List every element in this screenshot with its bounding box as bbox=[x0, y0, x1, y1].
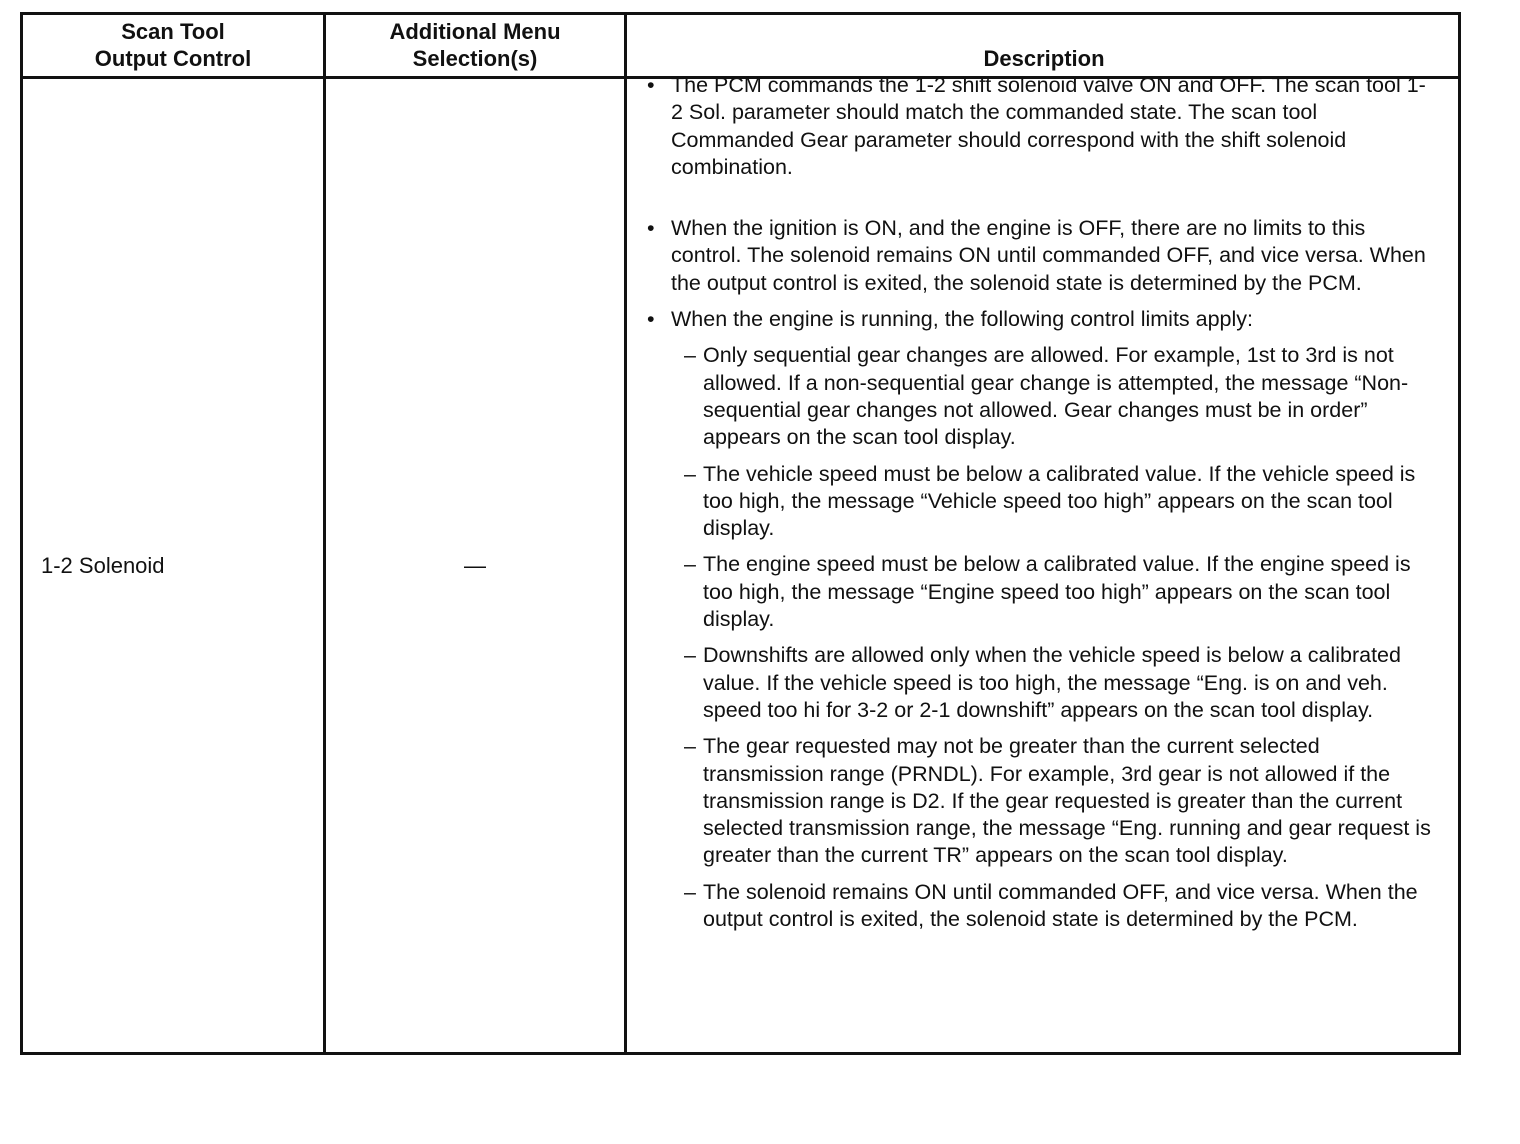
column-divider-1 bbox=[323, 15, 326, 1052]
description-cell bbox=[646, 72, 1436, 942]
header-col3-label: Description bbox=[983, 46, 1105, 71]
description-bullet: • When the ignition is ON, and the engine is OFF, there are no limits to this control. The solenoid remains ON until commanded OFF, and vice versa. When the output control is exited, the solenoid state is determined by the PCM. bbox=[646, 215, 1436, 297]
menu-selection-cell: — bbox=[464, 553, 486, 578]
control-limit-item: – The solenoid remains ON until commanded OFF, and vice versa. When the output control is exited, the solenoid state is determined by the PCM. bbox=[646, 879, 1436, 934]
header-scan-tool-output-control bbox=[23, 15, 323, 76]
header-description bbox=[627, 15, 1461, 76]
control-limit-item: – Downshifts are allowed only when the vehicle speed is below a calibrated value. If the vehicle speed is too high, the message “Eng. is on and veh. speed too hi for 3-2 or 2-1 downshift” appears on the scan tool display. bbox=[646, 642, 1436, 724]
header-col1-line1: Scan Tool bbox=[121, 19, 225, 44]
control-limit-item: – The vehicle speed must be below a calibrated value. If the vehicle speed is too high, the message “Vehicle speed too high” appears on the scan tool display. bbox=[646, 461, 1436, 543]
control-limit-item: – Only sequential gear changes are allowed. For example, 1st to 3rd is not allowed. If a non-sequential gear change is attempted, the message “Non-sequential gear changes not allowed. Gear changes must be in order” appears on the scan tool display. bbox=[646, 342, 1436, 451]
column-divider-2 bbox=[624, 15, 627, 1052]
control-limit-item: – The gear requested may not be greater than the current selected transmission range (PRNDL). For example, 3rd gear is not allowed if the transmission range is D2. If the gear requested is greater than the current selected transmission range, the message “Eng. running and gear request is greater than the current TR” appears on the scan tool display. bbox=[646, 733, 1436, 869]
description-bullet: • The PCM commands the 1-2 shift solenoid valve ON and OFF. The scan tool 1-2 Sol. parameter should match the commanded state. The scan tool Commanded Gear parameter should correspond with the shift solenoid combination. bbox=[646, 72, 1436, 181]
header-col1-line2: Output Control bbox=[94, 46, 252, 71]
output-control-cell: 1-2 Solenoid bbox=[41, 553, 165, 578]
header-col2-line1: Additional Menu bbox=[389, 19, 561, 44]
description-bullet: • When the engine is running, the following control limits apply: bbox=[646, 306, 1436, 333]
control-limit-item: – The engine speed must be below a calibrated value. If the engine speed is too high, the message “Engine speed too high” appears on the scan tool display. bbox=[646, 551, 1436, 633]
header-additional-menu-selections bbox=[326, 15, 624, 76]
header-col2-line2: Selection(s) bbox=[412, 46, 538, 71]
